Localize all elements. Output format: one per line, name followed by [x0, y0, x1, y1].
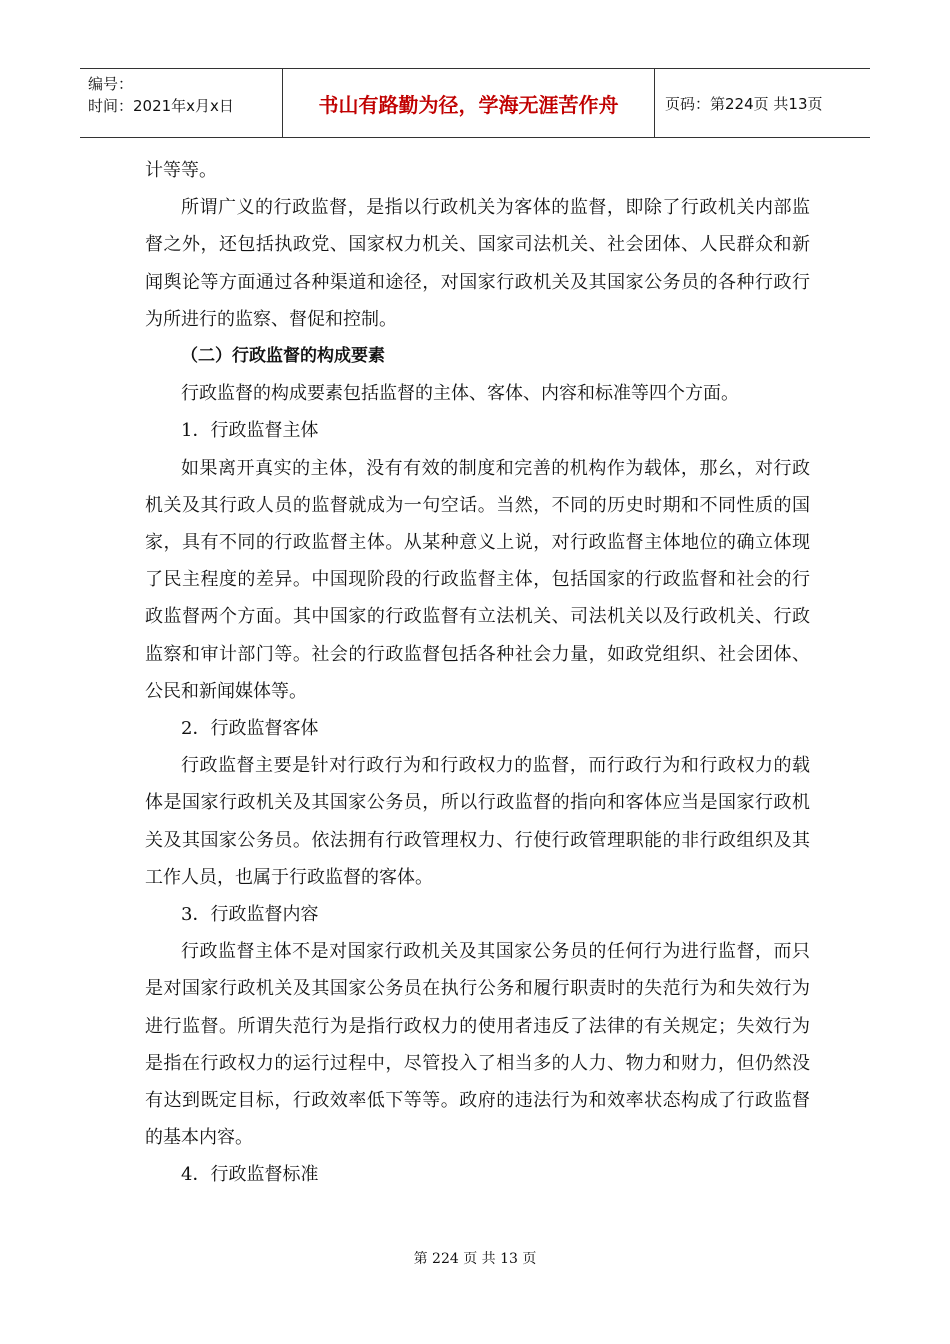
body-paragraph: 行政监督主体不是对国家行政机关及其国家公务员的任何行为进行监督，而只是对国家行政机关及其国家公务员在执行公务和履行职责时的失范行为和失效行为进行监督。所谓失范行为是指行政权力的使用者违反了法律的有关规定；失效行为是指在行政权力的运行过程中，尽管投入了相当多的人力、物力和财力，但仍然没有达到既定目标，行政效率低下等等。政府的违法行为和效率状态构成了行政监督的基本内容。 [145, 941, 810, 1149]
header-page-info: 页码：第224页 共13页 [665, 94, 823, 113]
body-paragraph: 行政监督的构成要素包括监督的主体、客体、内容和标准等四个方面。 [181, 383, 739, 405]
body-paragraph: 3．行政监督内容 [181, 904, 319, 926]
document-number-label: 编号： [88, 75, 134, 93]
section-heading: （二）行政监督的构成要素 [181, 346, 385, 367]
document-date-label: 时间：2021年x月x日 [88, 97, 234, 115]
body-paragraph: 2．行政监督客体 [181, 718, 319, 740]
body-paragraph: 计等等。 [145, 160, 217, 181]
body-paragraph: 4．行政监督标准 [181, 1164, 319, 1186]
document-body [145, 152, 810, 1194]
body-paragraph: 所谓广义的行政监督，是指以行政机关为客体的监督，即除了行政机关内部监督之外，还包括执政党、国家权力机关、国家司法机关、社会团体、人民群众和新闻舆论等方面通过各种渠道和途径，对国家行政机关及其国家公务员的各种行政行为所进行的监察、督促和控制。 [145, 197, 810, 330]
page-footer [0, 1248, 950, 1268]
body-paragraph: 行政监督主要是针对行政行为和行政权力的监督，而行政行为和行政权力的载体是国家行政机关及其国家公务员，所以行政监督的指向和客体应当是国家行政机关及其国家公务员。依法拥有行政管理权力、行使行政管理职能的非行政组织及其工作人员，也属于行政监督的客体。 [145, 755, 810, 888]
header-motto: 书山有路勤为径，学海无涯苦作舟 [283, 69, 655, 137]
footer-page-number: 第 224 页 共 13 页 [413, 1251, 537, 1267]
page-header [80, 68, 870, 138]
body-paragraph: 如果离开真实的主体，没有有效的制度和完善的机构作为载体，那幺，对行政机关及其行政人员的监督就成为一句空话。当然，不同的历史时期和不同性质的国家，具有不同的行政监督主体。从某种意义上说，对行政监督主体地位的确立体现了民主程度的差异。中国现阶段的行政监督主体，包括国家的行政监督和社会的行政监督两个方面。其中国家的行政监督有立法机关、司法机关以及行政机关、行政监察和审计部门等。社会的行政监督包括各种社会力量，如政党组织、社会团体、公民和新闻媒体等。 [145, 457, 810, 702]
header-meta [80, 69, 283, 137]
body-paragraph: 1．行政监督主体 [181, 420, 319, 442]
